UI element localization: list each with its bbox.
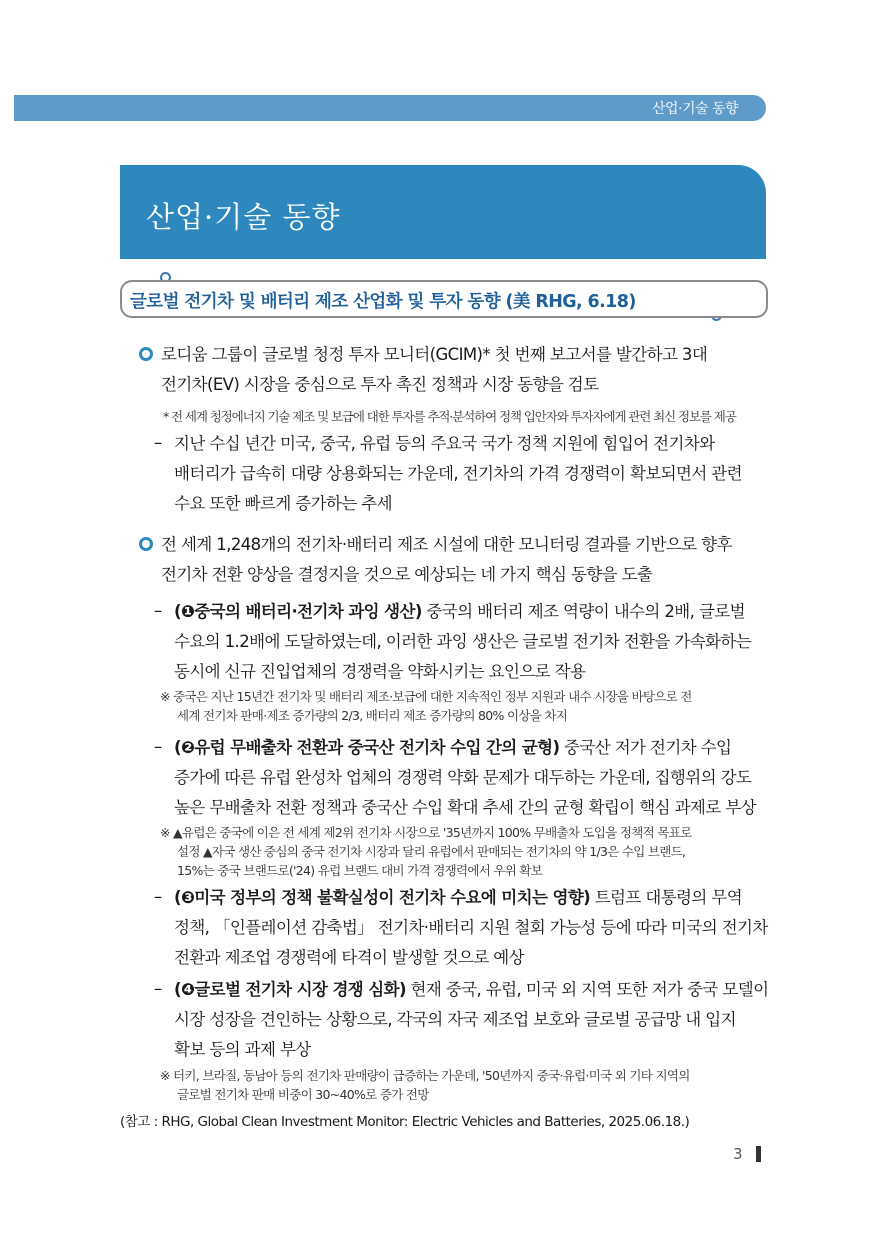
dash-3-line-3: 높은 무배출차 전환 정책과 중국산 수입 확대 추세 간의 균형 확립이 핵심 과제로 부상: [174, 798, 756, 817]
dash-5-line-2: 시장 성장을 견인하는 상황으로, 각국의 자국 제조업 보호와 글로벌 공급망 내 입지: [174, 1010, 736, 1029]
page-number: 3: [733, 1145, 743, 1163]
note-2-line-1: ※ 중국은 지난 15년간 전기차 및 배터리 제조·보급에 대한 지속적인 정부 지원과 내수 시장을 바탕으로 전: [160, 689, 692, 704]
dash-4-line-1: [174, 883, 742, 913]
dash-3-line-2: 증가에 따른 유럽 완성차 업체의 경쟁력 약화 문제가 대두하는 가운데, 집행위의 강도: [174, 768, 752, 787]
section-title: 산업·기술 동향: [146, 200, 341, 234]
dash-3-text: 중국산 저가 전기차 수입: [559, 738, 732, 757]
dash-1-line-3: 수요 또한 빠르게 증가하는 추세: [174, 494, 392, 513]
section-title-box: [120, 165, 766, 259]
note-4-line-1: ※ 터키, 브라질, 동남아 등의 전기차 판매량이 급증하는 가운데, '50년까지 중국·유럽·미국 외 기타 지역의: [160, 1068, 690, 1083]
dash-2-line-3: 동시에 신규 진입업체의 경쟁력을 약화시키는 요인으로 작용: [174, 662, 586, 681]
bullet-1-line-1: 로디움 그룹이 글로벌 청정 투자 모니터(GCIM)* 첫 번째 보고서를 발간하고 3대: [161, 345, 708, 364]
dash-1-line-1: 지난 수십 년간 미국, 중국, 유럽 등의 주요국 국가 정책 지원에 힘입어 전기차와: [174, 434, 715, 453]
dash-5: –: [154, 979, 163, 998]
dash-4: –: [154, 887, 163, 906]
bullet-1-line-2: 전기차(EV) 시장을 중심으로 투자 촉진 정책과 시장 동향을 검토: [161, 375, 599, 394]
note-3-line-1: ※ ▲유럽은 중국에 이은 전 세계 제2위 전기차 시장으로 '35년까지 100% 무배출차 도입을 정책적 목표로: [160, 825, 692, 840]
dash-1: –: [154, 433, 163, 452]
dash-4-text: 트럼프 대통령의 무역: [590, 888, 743, 907]
dash-3-heading: (❷유럽 무배출차 전환과 중국산 전기차 수입 간의 균형): [174, 738, 560, 757]
dash-2-line-2: 수요의 1.2배에 도달하였는데, 이러한 과잉 생산은 글로벌 전기차 전환을 가속화하는: [174, 632, 752, 651]
dash-3: –: [154, 737, 163, 756]
dash-2: –: [154, 601, 163, 620]
note-2-line-2: 세계 전기차 판매·제조 증가량의 2/3, 배터리 제조 증가량의 80% 이상을 차지: [177, 708, 568, 723]
headline-box: [120, 280, 768, 318]
page-marker: [756, 1146, 761, 1162]
dash-4-heading: (❸미국 정부의 정책 불확실성이 전기차 수요에 미치는 영향): [174, 888, 591, 907]
note-3-line-3: 15%는 중국 브랜드로('24) 유럽 브랜드 대비 가격 경쟁력에서 우위 확보: [177, 863, 543, 878]
header-category: 산업·기술 동향: [651, 101, 738, 117]
dash-5-line-3: 확보 등의 과제 부상: [174, 1040, 311, 1059]
note-3-line-2: 설정 ▲자국 생산 중심의 중국 전기차 시장과 달리 유럽에서 판매되는 전기차의 약 1/3은 수입 브랜드,: [177, 844, 686, 859]
dash-4-line-3: 전환과 제조업 경쟁력에 타격이 발생할 것으로 예상: [174, 948, 524, 967]
dash-4-line-2: 정책, 「인플레이션 감축법」 전기차·배터리 지원 철회 가능성 등에 따라 미국의 전기차: [174, 918, 768, 937]
note-1: * 전 세계 청정에너지 기술 제조 및 보급에 대한 투자를 추적·분석하여 정책 입안자와 투자자에게 관련 최신 정보를 제공: [163, 409, 736, 424]
note-4-line-2: 글로벌 전기차 판매 비중이 30~40%로 증가 전망: [177, 1087, 429, 1102]
bullet-icon-1: [139, 347, 153, 361]
dash-2-heading: (❶중국의 배터리·전기차 과잉 생산): [174, 602, 422, 621]
dash-1-line-2: 배터리가 급속히 대량 상용화되는 가운데, 전기차의 가격 경쟁력이 확보되면서 관련: [174, 464, 742, 483]
dash-3-line-1: [174, 733, 731, 763]
bullet-2-line-1: 전 세계 1,248개의 전기차·배터리 제조 시설에 대한 모니터링 결과를 기반으로 향후: [161, 535, 732, 554]
dash-2-line-1: [174, 597, 745, 627]
reference-citation: (참고 : RHG, Global Clean Investment Monitor: Electric Vehicles and Batteries, 2025.06.18.): [120, 1114, 690, 1130]
bullet-2-line-2: 전기차 전환 양상을 결정지을 것으로 예상되는 네 가지 핵심 동향을 도출: [161, 565, 653, 584]
headline-title: 글로벌 전기차 및 배터리 제조 산업화 및 투자 동향 (美 RHG, 6.18): [130, 292, 636, 312]
dash-5-heading: (❹글로벌 전기차 시장 경쟁 심화): [174, 980, 406, 999]
dash-2-text: 중국의 배터리 제조 역량이 내수의 2배, 글로벌: [421, 602, 745, 621]
dash-5-text: 현재 중국, 유럽, 미국 외 지역 또한 저가 중국 모델이: [405, 980, 769, 999]
bullet-icon-2: [139, 537, 153, 551]
dash-5-line-1: [174, 975, 768, 1005]
header-bar: [14, 95, 766, 121]
